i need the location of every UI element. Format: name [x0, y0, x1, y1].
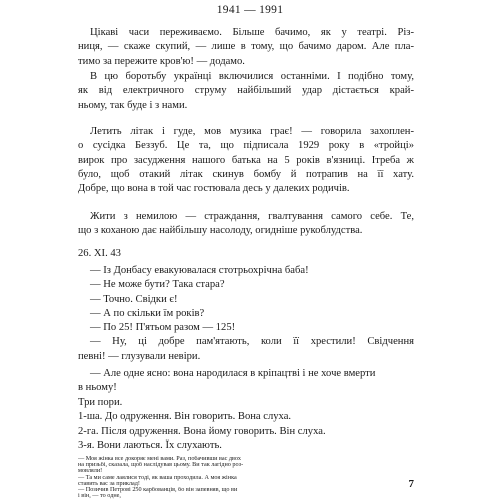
- paragraph-interesting-times: [78, 26, 414, 69]
- text-line: Добре, що вона в той час гостювала десь у далеких родичів.: [78, 183, 350, 195]
- text-line: ньому, так буде і з нами.: [78, 99, 188, 111]
- text-line: Три пори.: [78, 397, 123, 408]
- dialogue-loan: [78, 487, 398, 499]
- page-number: 7: [408, 478, 414, 490]
- dialogue-line: — Та ми саме лаялися тоді, як ваша проходила. А моя жінка: [78, 474, 237, 481]
- text-line: вирок про засудження нашого батька на 5 років в'язниці. Ітреба ж: [78, 154, 414, 166]
- dialogue-line: певні! — глузували невіри.: [78, 350, 201, 362]
- paragraph-fight: [78, 70, 414, 113]
- text-line: В цю боротьбу українці включилися останніми. І подібно тому,: [90, 71, 414, 82]
- text-line: 1-ша. До одруження. Він говорить. Вона слуха.: [78, 411, 292, 423]
- dialogue-line: — Не може бути? Така стара?: [90, 279, 225, 291]
- text-line: як від електричного струму найбільший удар дістається край-: [78, 85, 414, 97]
- dialogue-line: — А по скільки їм років?: [90, 307, 205, 319]
- text-line: 2-га. Після одруження. Вона йому говорить. Він слуха.: [78, 425, 326, 437]
- dialogue-line: на призьбі, сказала, щоб наслідував цьому. Ви так лагідно роз-: [78, 462, 244, 469]
- dialogue-line: — Точно. Свідки є!: [90, 293, 178, 305]
- dialogue-line: — По 25! П'ятьом разом — 125!: [90, 322, 236, 334]
- dialogue-line: — Позичив Петрові 250 карбованців, бо він запевняв, що ви: [78, 487, 238, 493]
- text-line: Жити з немилою — страждання, гвалтування самого себе. Те,: [90, 211, 414, 222]
- date-heading: [78, 247, 414, 261]
- paragraph-unloved: [78, 210, 414, 239]
- dialogue-line: — Але одне ясно: вона народилася в кріпацтві і не хоче вмерти: [90, 368, 376, 380]
- dialogue-old-woman: [78, 264, 414, 396]
- dialogue-line: — Із Донбасу евакуювалася стотрьохрічна баба!: [90, 265, 309, 276]
- three-periods: [78, 396, 414, 453]
- dialogue-line: — Моя жінка все докоряє мені вами. Раз, побачивши вас двох: [78, 456, 241, 462]
- text-line: тимо за пережите кров'ю! — додамо.: [78, 55, 245, 67]
- dialogue-line: і він, — то одне,: [78, 493, 121, 500]
- text-line: 3-я. Вони лаються. Їх слухають.: [78, 439, 222, 451]
- dialogue-line: ставить вас за приклад!: [78, 480, 140, 487]
- dialogue-line: в ньому!: [78, 382, 117, 394]
- running-header: 1941 — 1991: [216, 4, 284, 16]
- text-line: Цікаві часи переживаємо. Більше бачимо, як у театрі. Різ-: [90, 27, 414, 38]
- text-line: о сусідка Беззуб. Це та, що підписала 1929 року в «тройці»: [78, 140, 414, 152]
- text-line: що з коханою дає найбільшу насолоду, огидніше рукоблудства.: [78, 225, 363, 237]
- dialogue-wife: [78, 456, 414, 487]
- paragraph-airplane: [78, 125, 414, 196]
- dialogue-line: мовляли!: [78, 468, 103, 475]
- entry-date: 26. XI. 43: [78, 248, 121, 259]
- text-line: було, щоб отакий літак скинув бомбу й потрапив на її хату.: [78, 168, 414, 180]
- dialogue-line: — Ну, ці добре пам'ятають, коли її хрестили! Свідчення: [90, 336, 414, 348]
- text-line: ниця, — скаже скупий, — лише в тому, що бачимо даром. Але пла-: [78, 41, 414, 53]
- text-line: Летить літак і гуде, мов музика грає! — говорила захоплен-: [90, 126, 414, 137]
